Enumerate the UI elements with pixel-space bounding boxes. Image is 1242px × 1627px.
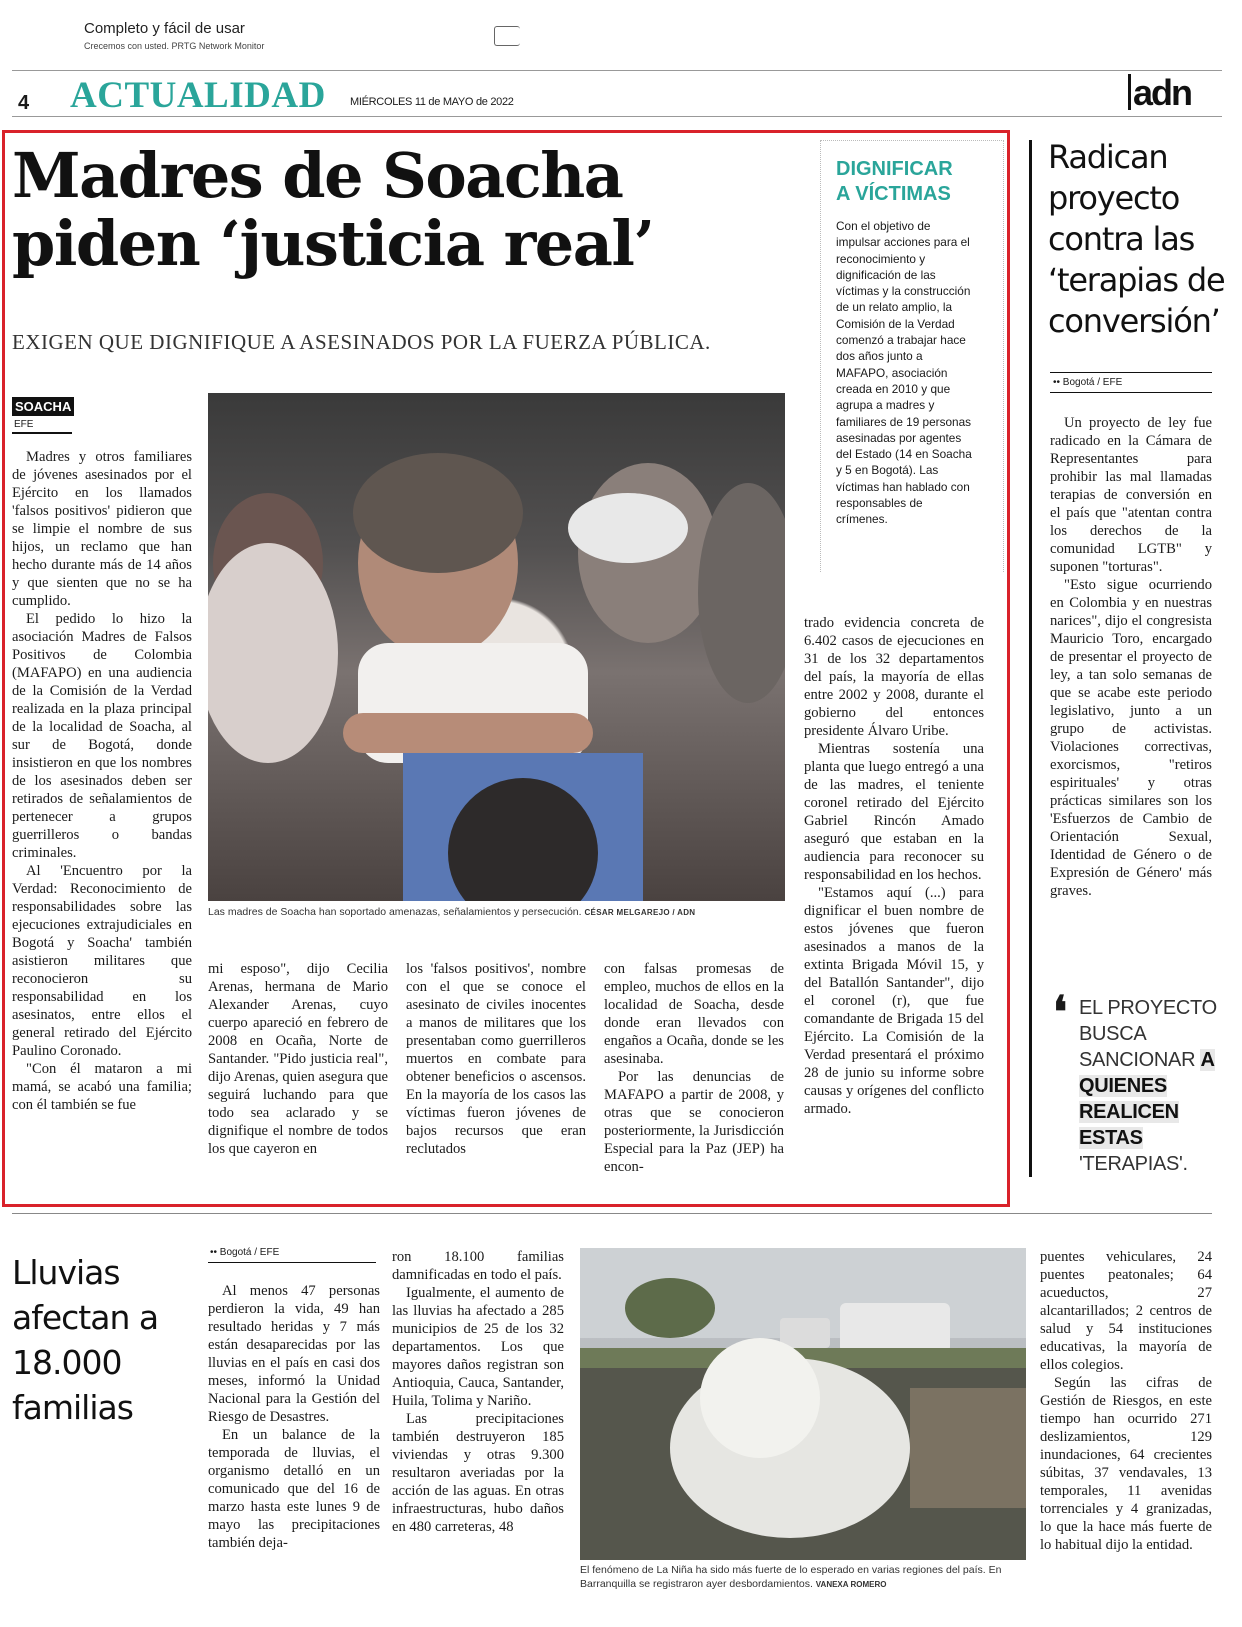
right-body xyxy=(1050,414,1212,900)
paragraph: "Con él mataron a mi mamá, se acabó una familia; con él también se fue xyxy=(12,1061,192,1113)
section-title: ACTUALIDAD xyxy=(70,75,326,116)
paragraph: Igualmente, el aumento de las lluvias ha afectado a 285 municipios de 25 de los 32 departamentos. Los que mayores daños registran son Antioquia, Cauca, Santander, Huila, Tolima y Nariño. xyxy=(392,1285,564,1409)
paragraph: "Estamos aquí (...) para dignificar el buen nombre de estos jóvenes que fueron asesinados a manos de la extinta Brigada Móvil 15, y del Batallón Santander", dijo el coronel (r), que fue comandante de Brigada 15 del Ejército. La Comisión de la Verdad presentará el próximo 28 de junio su informe sobre causas y orígenes del conflicto armado. xyxy=(804,885,984,1117)
location-rule xyxy=(12,432,72,434)
paragraph: En un balance de la temporada de lluvias, el organismo detalló en un comunicado que del 16 de marzo hasta este lunes 9 de mayo las precipitaciones también deja- xyxy=(208,1427,380,1551)
paragraph: Al 'Encuentro por la Verdad: Reconocimiento de responsabilidades sobre las ejecuciones extrajudiciales en Bogotá y Soacha' también asistieron militares que reconocieron su responsabilidad en los asesinatos, entre ellos el general retirado del Ejército Paulino Coronado. xyxy=(12,863,192,1059)
column-divider xyxy=(1029,140,1032,1177)
right-source-rule-bottom xyxy=(1050,392,1212,393)
bottom-photo-caption xyxy=(580,1563,1026,1592)
main-column-3 xyxy=(406,960,586,1158)
main-column-5 xyxy=(804,614,984,1118)
bottom-column-2 xyxy=(392,1248,564,1536)
quote-end: 'TERAPIAS'. xyxy=(1079,1153,1188,1175)
bottom-source: •• Bogotá / EFE xyxy=(210,1247,280,1258)
paragraph: Al menos 47 personas perdieron la vida, 49 han resultado heridas y 7 más están desaparecidas por las lluvias en el país en casi dos meses, informó la Unidad Nacional para la Gestión del Riesgo de Desastres. xyxy=(208,1283,380,1425)
main-subhead: EXIGEN QUE DIGNIFIQUE A ASESINADOS POR LA FUERZA PÚBLICA. xyxy=(12,330,711,354)
paragraph: Mientras sostenía una planta que luego entregó a una de las madres, el teniente coronel retirado del Ejército Gabriel Rincón Amado aseguró que estaban en la audiencia para reconocer su responsabilidad en los hechos. xyxy=(804,741,984,883)
quote-plain: EL PROYECTO BUSCA SANCIONAR xyxy=(1079,997,1217,1071)
paragraph: con falsas promesas de empleo, muchos de ellos en la localidad de Soacha, desde donde eran llevados con engaños a Ocaña, donde se les asesinaba. xyxy=(604,961,784,1067)
bottom-headline: Lluvias afectan a 18.000 familias xyxy=(12,1253,159,1427)
paragraph: los 'falsos positivos', nombre con el que se conoce el asesinato de civiles inocentes a manos de militares que los presentaban como guerrilleros muertos en combate para obtener beneficios o ascensos. En la mayoría de los casos las víctimas fueron jóvenes de bajos recursos que eran reclutados xyxy=(406,961,586,1157)
page-number: 4 xyxy=(18,92,30,114)
main-column-2 xyxy=(208,960,388,1158)
paragraph: Un proyecto de ley fue radicado en la Cámara de Representantes para prohibir las mal llamadas terapias de conversión en el país que "atentan contra los derechos de la comunidad LGTB" y suponen "torturas". xyxy=(1050,415,1212,575)
caption-text: Las madres de Soacha han soportado amenazas, señalamientos y persecución. xyxy=(208,906,582,918)
headline-line-2: piden ‘justicia real’ xyxy=(12,207,654,280)
paragraph: trado evidencia concreta de 6.402 casos de ejecuciones en 31 de los 32 departamentos del país, la mayoría de ellas entre 2002 y 2008, durante el gobierno del entonces presidente Álvaro Uribe. xyxy=(804,615,984,739)
flood-illustration xyxy=(580,1248,1026,1560)
main-column-1 xyxy=(12,448,192,1114)
brand-divider xyxy=(1128,74,1131,110)
issue-date: MIÉRCOLES 11 de MAYO de 2022 xyxy=(350,96,514,108)
bracket-icon xyxy=(494,26,520,46)
right-source: •• Bogotá / EFE xyxy=(1053,377,1123,388)
headline-line-1: Madres de Soacha xyxy=(12,139,623,212)
caption-text: El fenómeno de La Niña ha sido más fuerte de lo esperado en varias regiones del país. En Barranquilla se registraron ayer desbordamientos. xyxy=(580,1564,1002,1590)
main-source: EFE xyxy=(14,419,34,430)
ad-subtitle: Crecemos con usted. PRTG Network Monitor xyxy=(84,41,265,51)
header-rule-top xyxy=(12,70,1222,71)
header-rule-bottom xyxy=(12,116,1222,117)
right-source-rule xyxy=(1050,372,1212,373)
paragraph: Por las denuncias de MAFAPO a partir de 2008, y otras que se conocieron posteriormente, la Jurisdicción Especial para la Paz (JEP) ha encon- xyxy=(604,1069,784,1175)
location-tag: SOACHA xyxy=(12,397,74,416)
paragraph: Según las cifras de Gestión de Riesgos, en este tiempo han ocurrido 271 deslizamientos, 129 inundaciones, 64 crecientes súbitas, 37 vendavales, 13 temporales, 11 avenidas torrenciales y 4 granizadas, lo que la hace más fuerte de lo habitual dijo la entidad. xyxy=(1040,1375,1212,1553)
pull-quote xyxy=(1079,995,1219,1177)
sidebar-title-line-1: DIGNIFICAR xyxy=(836,158,953,180)
story-separator xyxy=(12,1213,1212,1214)
paragraph: puentes vehiculares, 24 puentes peatonales; 64 acueductos, 27 alcantarillados; 2 centros de salud y 54 instituciones educativas, la mayoría de ellos colegios. xyxy=(1040,1249,1212,1373)
brand-logo: adn xyxy=(1133,72,1192,113)
bottom-column-1 xyxy=(208,1282,380,1552)
photo-credit: CÉSAR MELGAREJO / ADN xyxy=(584,908,696,917)
bottom-column-3 xyxy=(1040,1248,1212,1554)
bottom-source-rule xyxy=(208,1262,376,1263)
main-headline xyxy=(12,139,772,280)
ad-banner[interactable] xyxy=(84,20,784,60)
paragraph: "Esto sigue ocurriendo en Colombia y en nuestras narices", dijo el congresista Mauricio Toro, encargado de presentar el proyecto de ley, a tan solo semanas de que se acabe este periodo legislativo, junto a un grupo de activistas. Violaciones correctivas, exorcismos, "retiros espirituales' y otras prácticas similares son los 'Esfuerzos de Cambio de Orientación Sexual, Identidad de Género o de Expresión de Género' más graves. xyxy=(1050,577,1212,899)
bottom-photo xyxy=(580,1248,1026,1560)
ad-title: Completo y fácil de usar xyxy=(84,20,245,37)
photo-illustration xyxy=(208,393,785,901)
paragraph: El pedido lo hizo la asociación Madres de Falsos Positivos de Colombia (MAFAPO) en una audiencia de la Comisión de la Verdad realizada en la plaza principal de la localidad de Soacha, al sur de Bogotá, donde insistieron en que los nombres de los asesinados deben ser retirados de señalamientos de pertenecer a grupos guerrilleros o bandas criminales. xyxy=(12,611,192,861)
sidebar-text: Con el objetivo de impulsar acciones para el reconocimiento y dignificación de las víctimas y la construcción de un relato amplio, la Comisión de la Verdad comenzó a trabajar hace dos años junto a MAFAPO, asociación creada en 2010 y que agrupa a madres y familiares de 19 personas asesinadas por agentes del Estado (14 en Soacha y 5 en Bogotá). Las víctimas han hablado con responsables de crímenes. xyxy=(836,219,972,527)
main-column-4 xyxy=(604,960,784,1176)
sidebar-title xyxy=(836,157,953,207)
paragraph: Madres y otros familiares de jóvenes asesinados por el Ejército en los llamados 'falsos positivos' pidieron que se limpie el nombre de sus hijos, un reclamo que han hecho durante más de 14 años y que sienten que no se ha cumplido. xyxy=(12,449,192,609)
sidebar-title-line-2: A VÍCTIMAS xyxy=(836,183,951,205)
photo-credit: VANEXA ROMERO xyxy=(815,1580,887,1589)
paragraph: ron 18.100 familias damnificadas en todo el país. xyxy=(392,1249,564,1283)
paragraph: mi esposo", dijo Cecilia Arenas, hermana de Mario Alexander Arenas, cuyo cuerpo apareció en febrero de 2008 en Ocaña, Norte de Santander. "Pido justicia real", dijo Arenas, quien asegura que seguirá luchando para que todo sea aclarado y se dignifique el nombre de todos los que cayeron en xyxy=(208,961,388,1157)
quote-icon: ❛ xyxy=(1053,987,1068,1038)
paragraph: Las precipitaciones también destruyeron 185 viviendas y otras 9.300 resultaron averiadas por la acción de las aguas. En otras infraestructuras, hubo daños en 480 carreteras, 48 xyxy=(392,1411,564,1535)
main-photo xyxy=(208,393,785,901)
quote-bold: A QUIENES REALICEN ESTAS xyxy=(1079,1049,1215,1149)
right-headline: Radican proyecto contra las ‘terapias de conversión’ xyxy=(1048,138,1225,340)
main-photo-caption xyxy=(208,906,785,918)
